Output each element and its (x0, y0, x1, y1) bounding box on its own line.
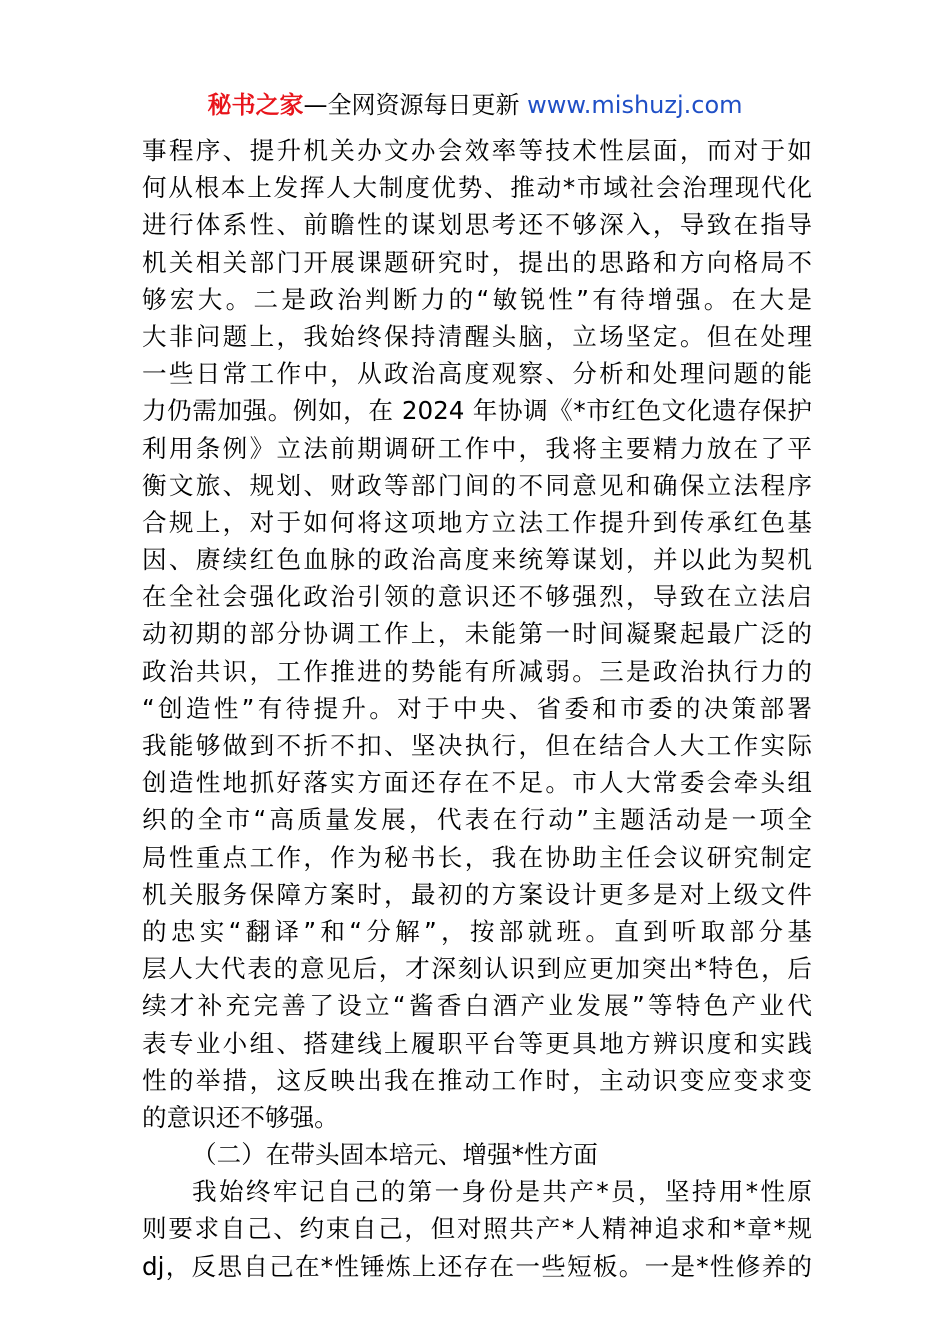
section-heading: （二）在带头固本培元、增强*性方面 (192, 1140, 598, 1170)
paragraph-line: 力仍需加强。例如，在 2024 年协调《*市红色文化遗存保护 (142, 396, 812, 426)
paragraph-line: 局性重点工作，作为秘书长，我在协助主任会议研究制定 (142, 842, 812, 872)
paragraph-line: 因、赓续红色血脉的政治高度来统筹谋划，并以此为契机 (142, 545, 812, 575)
site-brand: 秘书之家 (207, 91, 304, 119)
paragraph-line: 在全社会强化政治引领的意识还不够强烈，导致在立法启 (142, 582, 812, 612)
paragraph-line: 利用条例》立法前期调研工作中，我将主要精力放在了平 (142, 433, 812, 463)
paragraph-line: “创造性”有待提升。对于中央、省委和市委的决策部署 (142, 693, 812, 723)
paragraph-line: 动初期的部分协调工作上，未能第一时间凝聚起最广泛的 (142, 619, 812, 649)
paragraph-line: 大非问题上，我始终保持清醒头脑，立场坚定。但在处理 (142, 321, 812, 351)
paragraph-line: 表专业小组、搭建线上履职平台等更具地方辨识度和实践 (142, 1028, 812, 1058)
paragraph-line: 机关服务保障方案时，最初的方案设计更多是对上级文件 (142, 879, 812, 909)
paragraph-line: 事程序、提升机关办文办会效率等技术性层面，而对于如 (142, 136, 812, 165)
paragraph-line: 衡文旅、规划、财政等部门间的不同意见和确保立法程序 (142, 470, 812, 500)
document-body (142, 132, 812, 1285)
paragraph-line: 创造性地抓好落实方面还存在不足。市人大常委会牵头组 (142, 768, 812, 798)
paragraph-line: dj，反思自己在*性锤炼上还存在一些短板。一是*性修养的 (142, 1251, 812, 1281)
paragraph-line: 则要求自己、约束自己，但对照共产*人精神追求和*章*规 (142, 1214, 812, 1244)
paragraph-line: 的忠实“翻译”和“分解”，按部就班。直到听取部分基 (142, 916, 812, 946)
paragraph-line: 续才补充完善了设立“酱香白酒产业发展”等特色产业代 (142, 991, 812, 1021)
paragraph-line: 政治共识，工作推进的势能有所减弱。三是政治执行力的 (142, 656, 812, 686)
paragraph-line: 我始终牢记自己的第一身份是共产*员，坚持用*性原 (192, 1177, 812, 1207)
paragraph-line: 的意识还不够强。 (142, 1102, 339, 1132)
paragraph-line: 层人大代表的意见后，才深刻认识到应更加突出*特色，后 (142, 954, 812, 984)
paragraph-line: 织的全市“高质量发展，代表在行动”主题活动是一项全 (142, 805, 812, 835)
paragraph-line: 我能够做到不折不扣、坚决执行，但在结合人大工作实际 (142, 731, 812, 760)
paragraph-line: 进行体系性、前瞻性的谋划思考还不够深入，导致在指导 (142, 210, 812, 240)
paragraph-line: 合规上，对于如何将这项地方立法工作提升到传承红色基 (142, 507, 812, 537)
site-header (0, 88, 950, 122)
paragraph-line: 性的举措，这反映出我在推动工作时，主动识变应变求变 (142, 1065, 812, 1095)
paragraph-line: 机关相关部门开展课题研究时，提出的思路和方向格局不 (142, 247, 812, 277)
paragraph-line: 一些日常工作中，从政治高度观察、分析和处理问题的能 (142, 359, 812, 389)
site-tagline: —全网资源每日更新 (303, 91, 528, 119)
paragraph-line: 何从根本上发挥人大制度优势、推动*市域社会治理现代化 (142, 173, 812, 203)
paragraph-line: 够宏大。二是政治判断力的“敏锐性”有待增强。在大是 (142, 284, 812, 314)
site-url-link[interactable]: www.mishuzj.com (527, 91, 743, 119)
